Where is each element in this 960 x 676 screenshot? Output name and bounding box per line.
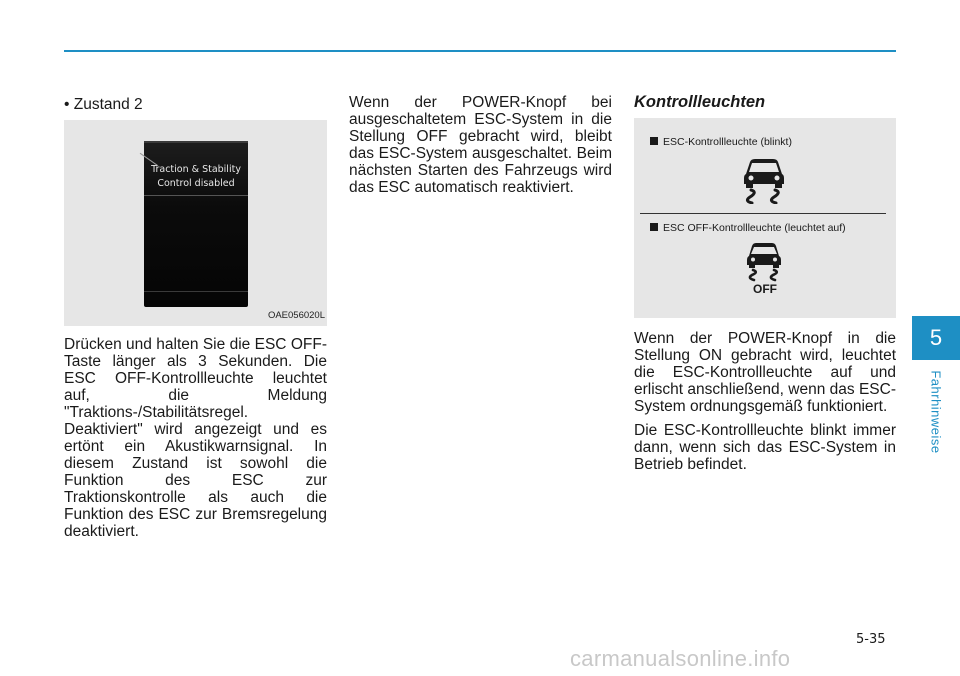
chapter-tab: 5 (912, 316, 960, 360)
column-middle (349, 94, 612, 203)
indicator-lamps-figure (634, 118, 896, 318)
page-number: 5-35 (856, 632, 886, 647)
paragraph-power-off: Wenn der POWER-Knopf bei ausgeschaltetem ESC-System in die Stellung OFF gebracht wird, bleibt das ESC-System ausgeschaltet. Beim nächsten Starten des Fahrzeugs wird das ESC automatisch reaktiviert. (349, 94, 612, 196)
display-figure (64, 120, 327, 326)
caption-esc-lamp: ESC-Kontrollleuchte (blinkt) (650, 134, 792, 151)
square-bullet-icon (650, 223, 658, 231)
esc-skid-car-icon (738, 152, 790, 204)
off-label: OFF (753, 282, 777, 296)
square-bullet-icon (650, 137, 658, 145)
chapter-title: Fahrhinweise (928, 370, 944, 454)
caption-esc-off-lamp: ESC OFF-Kontrollleuchte (leuchtet auf) (650, 220, 846, 237)
bullet-zustand: • Zustand 2 (64, 96, 143, 113)
header-rule (64, 50, 896, 52)
paragraph-zustand2: Drücken und halten Sie die ESC OFF-Taste länger als 3 Sekunden. Die ESC OFF-Kontrollleuchte leuchtet auf, die Meldung "Traktions-/Stabilitätsregel. Deaktiviert" wird angezeigt und es ertönt ein Akustikwarnsignal. In diesem Zustand ist sowohl die Funktion des ESC zur Traktionskontrolle als auch die Funktion des ESC zur Bremsregelung deaktiviert. (64, 336, 327, 540)
section-heading: Kontrollleuchten (634, 93, 766, 111)
figure-code: OAE056020L (267, 310, 325, 321)
watermark: carmanualsonline.info (570, 646, 791, 671)
display-message-line2: Control disabled (157, 178, 235, 189)
cluster-display (144, 141, 248, 307)
column-right (634, 94, 896, 480)
paragraph-power-on: Wenn der POWER-Knopf in die Stellung ON gebracht wird, leuchtet die ESC-Kontrollleuchte auf und erlischt anschließend, wenn das ESC-System ordnungsgemäß funktioniert. (634, 330, 896, 415)
column-left (64, 96, 327, 547)
esc-off-car-icon (742, 238, 788, 296)
paragraph-esc-blinks: Die ESC-Kontrollleuchte blinkt immer dann, wenn sich das ESC-System in Betrieb befindet. (634, 422, 896, 473)
figure-divider (640, 213, 886, 214)
display-message-line1: Traction & Stability (151, 164, 241, 175)
